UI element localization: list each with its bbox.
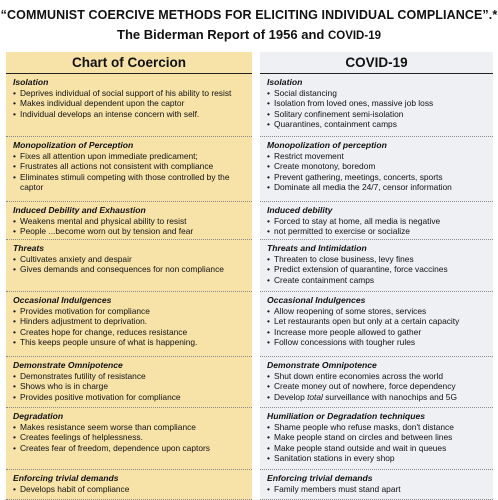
bullet-item: • Restrict movement [267,151,487,161]
bullet-item: • Follow concessions with tougher rules [267,337,487,347]
section-title: Enforcing trivial demands [267,473,373,483]
left-section [6,137,252,202]
bullet-item: • Fixes all attention upon immediate predicament; [13,151,246,161]
bullet-item: • Sanitation stations in every shop [267,453,487,463]
bullet-item: • Deprives individual of social support of his ability to resist [13,88,246,98]
bullet-item: • Creates feelings of helplessness. [13,432,246,442]
bullet-item: • Demonstrates futility of resistance [13,371,246,381]
section-title: Humiliation or Degradation techniques [267,411,426,421]
section-title: Occasional Indulgences [13,295,112,305]
column-divider [252,52,260,500]
comparison-table [6,52,493,500]
section-title: Monopolization of Perception [13,140,134,150]
right-section [260,408,493,470]
bullet-item: • Makes resistance seem worse than compliance [13,422,246,432]
right-section [260,202,493,240]
left-section [6,408,252,470]
bullet-item: • Makes individual dependent upon the captor [13,98,246,108]
report-subtitle [0,27,498,42]
bullet-item: • Increase more people allowed to gather [267,327,487,337]
section-title: Demonstrate Omnipotence [13,360,123,370]
left-section [6,202,252,240]
bullet-item: • Provides positive motivation for compliance [13,392,246,402]
bullet-item: • People ...become worn out by tension and fear [13,226,246,236]
section-title: Monopolization of perception [267,140,387,150]
bullet-item: • Quarantines, containment camps [267,119,487,129]
coercion-column [6,52,252,500]
bullet-item: • Individual develops an intense concern with self. [13,109,246,119]
covid-column [260,52,493,500]
bullet-item: • Family members must stand apart [267,484,487,494]
bullet-item: • Shame people who refuse masks, don't distance [267,422,487,432]
bullet-item: • not permitted to exercise or socialize [267,226,487,236]
bullet-item: • This keeps people unsure of what is happening. [13,337,246,347]
left-section [6,292,252,357]
bullet-item: • Weakens mental and physical ability to resist [13,216,246,226]
subtitle-covid: COVID-19 [327,30,381,42]
bullet-item: • Forced to stay at home, all media is negative [267,216,487,226]
bullet-item: • Hinders adjustment to deprivation. [13,316,246,326]
left-section [6,357,252,408]
bullet-item: • Isolation from loved ones, massive job loss [267,98,487,108]
left-section [6,240,252,292]
report-title: “COMMUNIST COERCIVE METHODS FOR ELICITING INDIVIDUAL COMPLIANCE”.* [0,8,498,22]
bullet-item: • Create money out of nowhere, force dependency [267,381,487,391]
right-section [260,74,493,137]
left-section [6,74,252,137]
bullet-item: • Creates fear of freedom, dependence upon captors [13,443,246,453]
bullet-item: • Gives demands and consequences for non compliance [13,264,246,274]
right-section [260,292,493,357]
bullet-item: • Create monotony, boredom [267,161,487,171]
right-section [260,470,493,500]
bullet-item: • Develop total surveillance with nanochips and 5G [267,392,487,402]
bullet-item: • Make people stand outside and wait in queues [267,443,487,453]
bullet-item: • Shut down entire economies across the world [267,371,487,381]
report-header [0,0,498,52]
bullet-item: • Create containment camps [267,275,487,285]
section-title: Threats and Intimidation [267,243,367,253]
bullet-item: • Cultivates anxiety and despair [13,254,246,264]
bullet-item: • Prevent gathering, meetings, concerts, sports [267,172,487,182]
section-title: Degradation [13,411,64,421]
bullet-item: • Make people stand on circles and between lines [267,432,487,442]
section-title: Induced debility [267,205,333,215]
bullet-item: • Creates hope for change, reduces resistance [13,327,246,337]
subtitle-main: The Biderman Report of 1956 and [117,27,328,42]
bullet-item: • Dominate all media the 24/7, censor information [267,182,487,192]
right-section [260,137,493,202]
section-title: Isolation [267,77,303,87]
section-title: Isolation [13,77,49,87]
section-title: Threats [13,243,45,253]
bullet-item: • Shows who is in charge [13,381,246,391]
section-title: Induced Debility and Exhaustion [13,205,146,215]
bullet-item: • Develops habit of compliance [13,484,246,494]
bullet-item: • Allow reopening of some stores, services [267,306,487,316]
right-section [260,240,493,292]
bullet-item: • Threaten to close business, levy fines [267,254,487,264]
coercion-column-heading: Chart of Coercion [6,52,252,74]
bullet-item: • Let restaurants open but only at a certain capacity [267,316,487,326]
covid-column-heading: COVID-19 [260,52,493,74]
bullet-item: • Solitary confinement semi-isolation [267,109,487,119]
left-section [6,470,252,500]
bullet-item: • Social distancing [267,88,487,98]
right-section [260,357,493,408]
section-title: Demonstrate Omnipotence [267,360,377,370]
bullet-item: • Eliminates stimuli competing with those controlled by the captor [13,172,246,193]
section-title: Occasional Indulgences [267,295,366,305]
section-title: Enforcing trivial demands [13,473,119,483]
bullet-item: • Predict extension of quarantine, force vaccines [267,264,487,274]
bullet-item: • Frustrates all actions not consistent with compliance [13,161,246,171]
bullet-item: • Provides motivation for compliance [13,306,246,316]
